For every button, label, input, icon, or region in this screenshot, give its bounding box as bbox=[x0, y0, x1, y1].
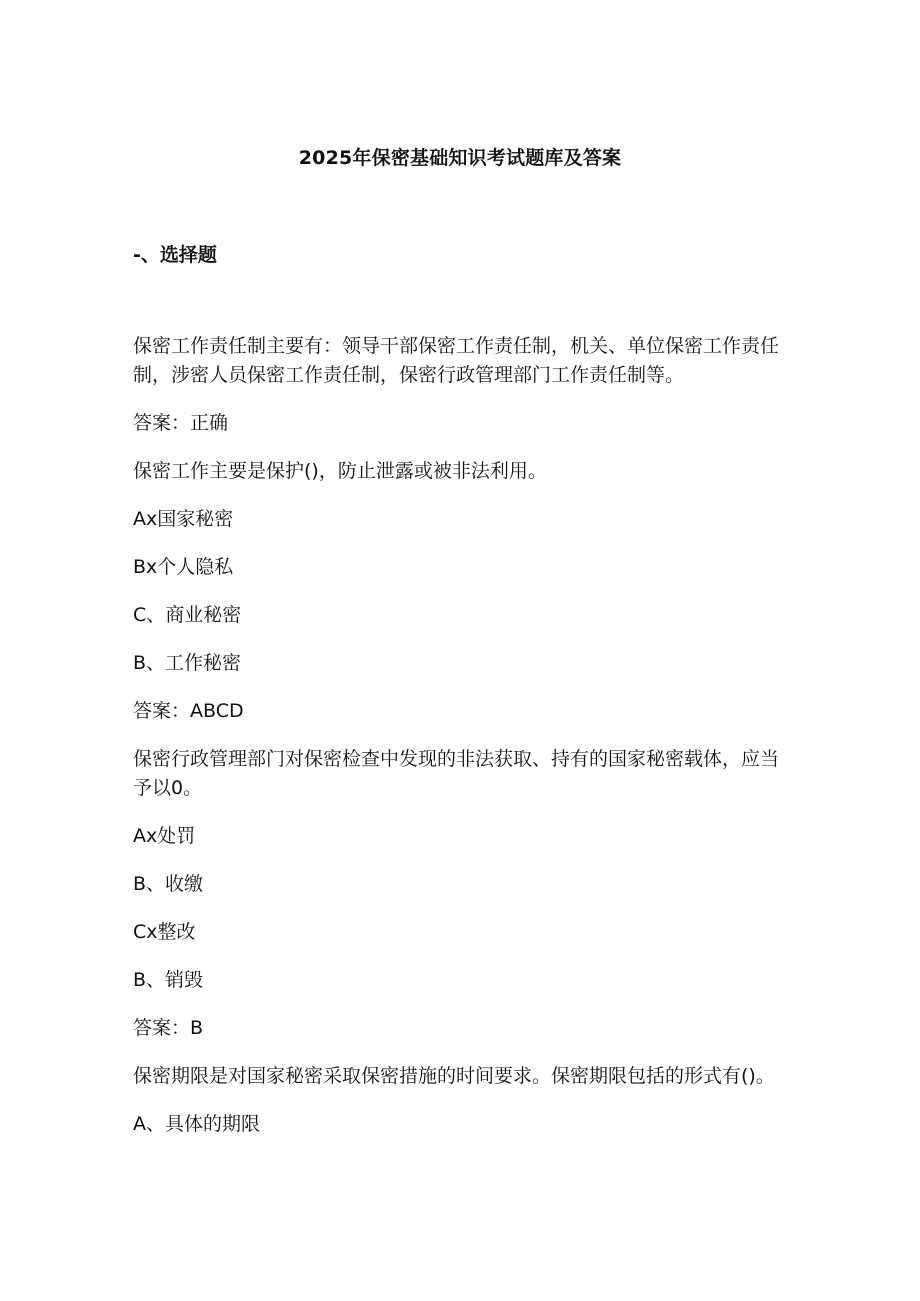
option-line: B、工作秘密 bbox=[133, 652, 242, 674]
question-paragraph: 保密工作主要是保护()，防止泄露或被非法利用。 bbox=[133, 460, 547, 482]
option-line: A、具体的期限 bbox=[133, 1113, 260, 1135]
answer-line: 答案：B bbox=[133, 1017, 204, 1039]
option-line: C、商业秘密 bbox=[133, 604, 242, 626]
answer-line: 答案：ABCD bbox=[133, 700, 244, 722]
question-paragraph: 保密工作责任制主要有：领导干部保密工作责任制，机关、单位保密工作责任制，涉密人员保密工作责任制，保密行政管理部门工作责任制等。 bbox=[133, 335, 780, 386]
document-title: 2025年保密基础知识考试题库及答案 bbox=[298, 147, 622, 169]
option-line: Cx整改 bbox=[133, 921, 196, 943]
section-heading: -、选择题 bbox=[133, 244, 217, 266]
option-line: B、销毁 bbox=[133, 969, 204, 991]
option-line: Ax处罚 bbox=[133, 825, 196, 847]
question-paragraph: 保密行政管理部门对保密检查中发现的非法获取、持有的国家秘密载体，应当予以0。 bbox=[133, 748, 780, 799]
document-body bbox=[133, 332, 783, 1158]
option-line: Bx个人隐私 bbox=[133, 556, 234, 578]
option-line: B、收缴 bbox=[133, 873, 204, 895]
option-line: Ax国家秘密 bbox=[133, 508, 234, 530]
answer-line: 答案：正确 bbox=[133, 412, 229, 434]
question-paragraph: 保密期限是对国家秘密采取保密措施的时间要求。保密期限包括的形式有()。 bbox=[133, 1065, 775, 1087]
